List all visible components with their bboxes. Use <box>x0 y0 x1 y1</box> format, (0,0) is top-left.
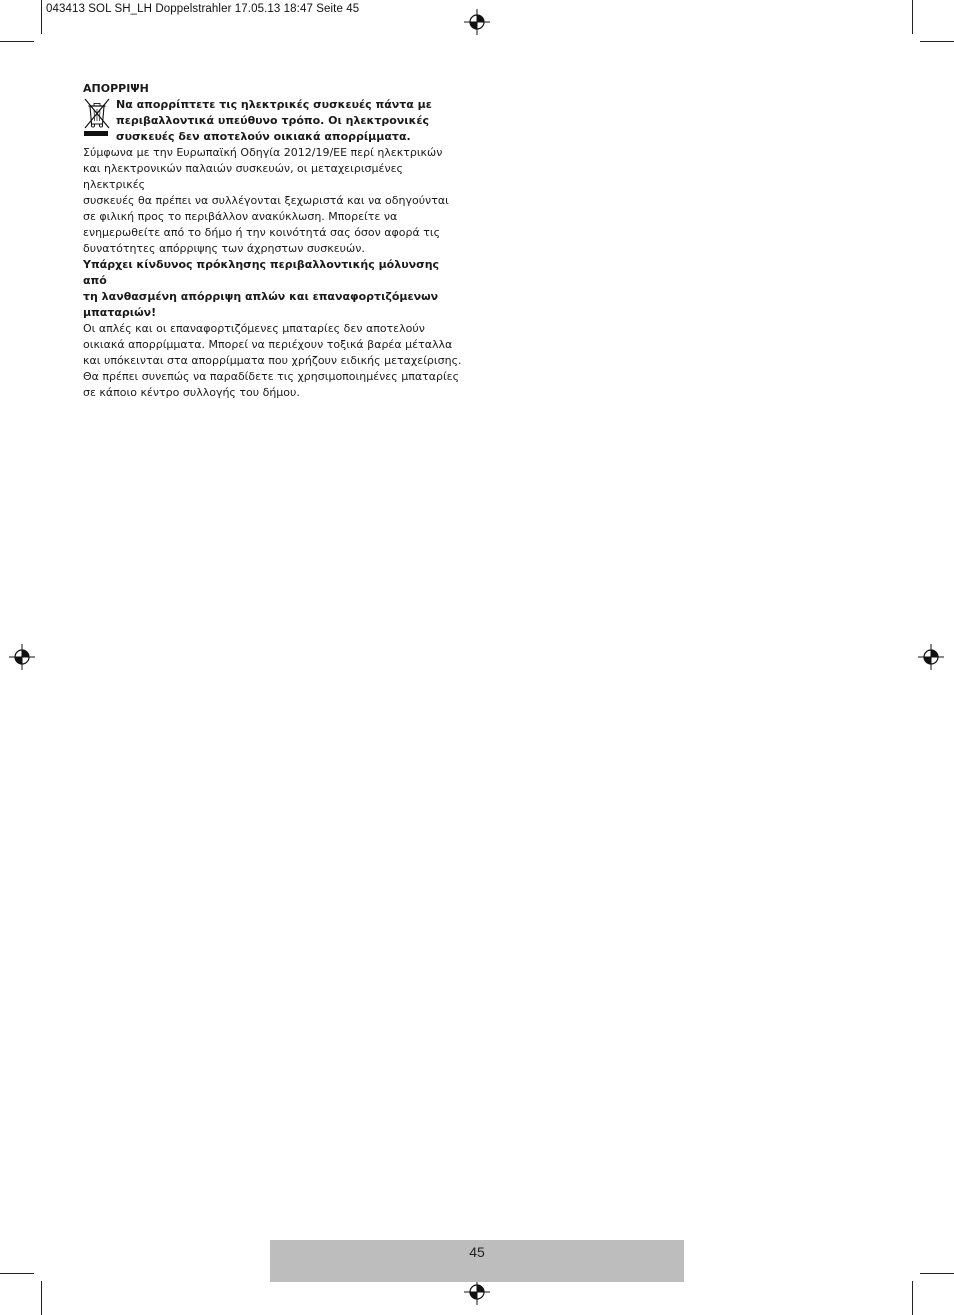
paragraph-line: Σύμφωνα με την Ευρωπαϊκή Οδηγία 2012/19/ΕΕ περί ηλεκτρικών <box>83 146 443 159</box>
paragraph-line: οικιακά απορρίμματα. Μπορεί να περιέχουν τοξικά βαρέα μέταλλα <box>83 338 453 351</box>
crop-mark-top-right-horizontal <box>920 41 954 42</box>
crop-mark-bottom-left-vertical <box>41 1281 42 1315</box>
page-number: 45 <box>469 1244 485 1260</box>
warning1-line: περιβαλλοντικά υπεύθυνο τρόπο. Οι ηλεκτρονικές <box>116 114 430 127</box>
warning1-line: συσκευές δεν αποτελούν οικιακά απορρίμματα. <box>116 130 411 143</box>
warning2-line: Υπάρχει κίνδυνος πρόκλησης περιβαλλοντικής μόλυνσης από <box>83 258 440 287</box>
paragraph-line: ενημερωθείτε από το δήμο ή την κοινότητά σας όσον αφορά τις <box>83 226 441 239</box>
disposal-section <box>83 81 463 401</box>
paragraph-line: Οι απλές και οι επαναφορτιζόμενες μπαταρίες δεν αποτελούν <box>83 322 425 335</box>
registration-mark-icon <box>464 1279 490 1305</box>
directive-paragraph <box>83 145 463 257</box>
crop-mark-bottom-left-horizontal <box>0 1273 34 1274</box>
crop-mark-bottom-right-horizontal <box>920 1273 954 1274</box>
crop-mark-top-right-vertical <box>912 0 913 34</box>
paragraph-line: δυνατότητες απόρριψης των άχρηστων συσκευών. <box>83 242 365 255</box>
paragraph-line: σε φιλική προς το περιβάλλον ανακύκλωση. Μπορείτε να <box>83 210 398 223</box>
registration-mark-icon <box>464 9 490 35</box>
paragraph-line: και ηλεκτρονικών παλαιών συσκευών, οι μεταχειρισμένες ηλεκτρικές <box>83 162 404 191</box>
paragraph-line: σε κάποιο κέντρο συλλογής του δήμου. <box>83 386 300 399</box>
page-footer-bar <box>270 1240 684 1282</box>
battery-paragraph <box>83 321 463 401</box>
crop-mark-top-left-vertical <box>41 0 42 34</box>
warning2-line: μπαταριών! <box>83 306 157 319</box>
crop-mark-bottom-right-vertical <box>912 1281 913 1315</box>
print-slug: 043413 SOL SH_LH Doppelstrahler 17.05.13 18:47 Seite 45 <box>46 3 360 15</box>
section-title: ΑΠΟΡΡΙΨΗ <box>83 82 149 95</box>
registration-mark-icon <box>918 644 944 670</box>
paragraph-line: συσκευές θα πρέπει να συλλέγονται ξεχωριστά και να οδηγούνται <box>83 194 449 207</box>
paragraph-line: Θα πρέπει συνεπώς να παραδίδετε τις χρησιμοποιημένες μπαταρίες <box>83 370 460 383</box>
battery-warning <box>83 257 463 321</box>
warning1-line: Να απορρίπτετε τις ηλεκτρικές συσκευές πάντα με <box>116 98 432 111</box>
registration-mark-icon <box>9 644 35 670</box>
disposal-warning <box>83 97 463 145</box>
paragraph-line: και υπόκεινται στα απορρίμματα που χρήζουν ειδικής μεταχείρισης. <box>83 354 462 367</box>
warning2-line: τη λανθασμένη απόρριψη απλών και επαναφορτιζόμενων <box>83 290 439 303</box>
crop-mark-top-left-horizontal <box>0 41 34 42</box>
crossed-out-wheelie-bin-icon <box>83 97 111 137</box>
